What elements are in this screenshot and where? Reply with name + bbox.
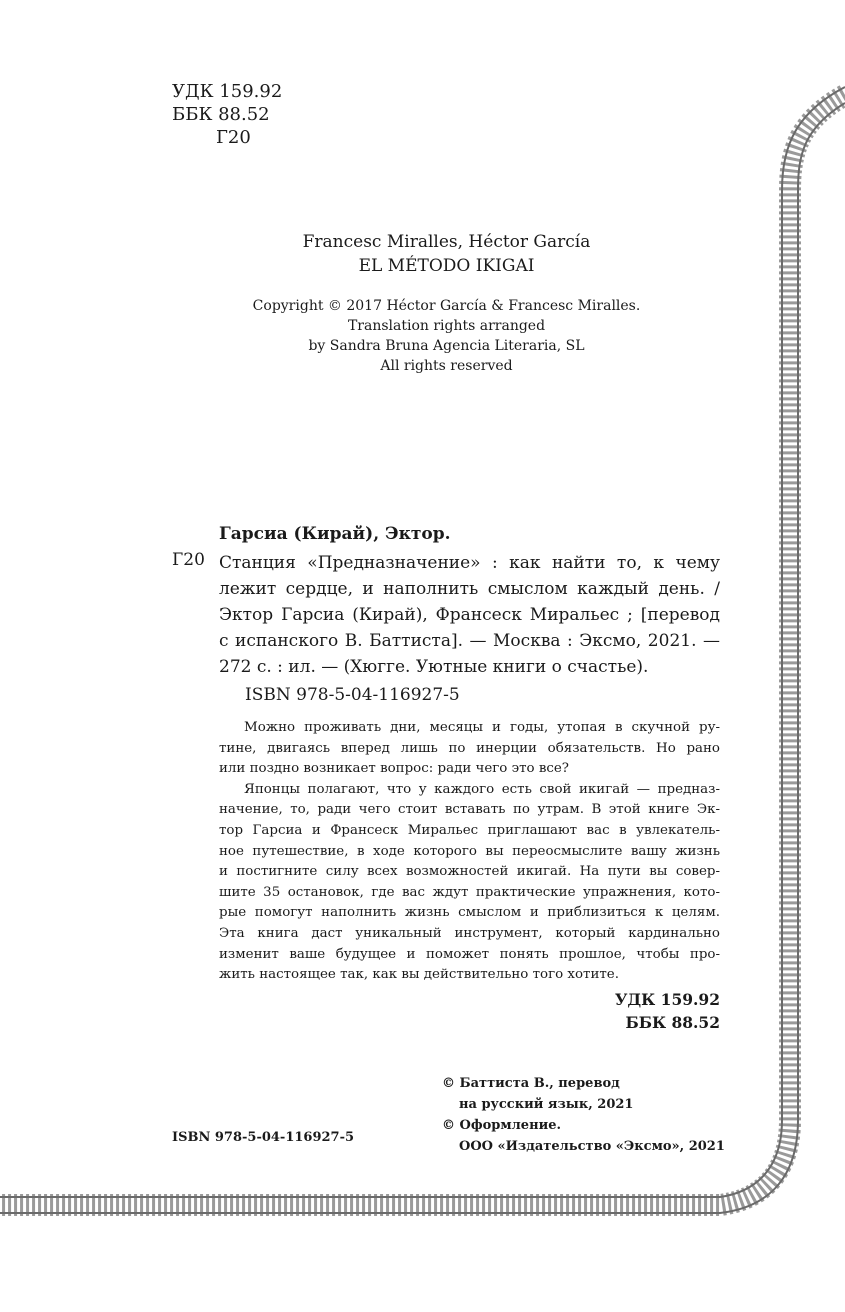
copyright-block [0,296,845,376]
annotation-line: и постигните силу всех возможностей икигай. На пути вы совер- [219,864,720,880]
annotation-line: ное путешествие, в ходе которого вы переосмыслите вашу жизнь [219,843,720,859]
catalog-line: Станция «Предназначение» : как найти то, к чему [219,553,720,573]
annotation-line: или поздно возникает вопрос: ради чего это все? [219,761,569,777]
author-code: Г20 [216,127,251,148]
bottom-classification [520,988,720,1034]
copyright-line: All rights reserved [380,358,513,374]
bottom-udk: УДК 159.92 [614,990,720,1009]
catalog-line: лежит сердце, и наполнить смыслом каждый день. / [219,579,720,599]
bottom-isbn: ISBN 978-5-04-116927-5 [172,1130,355,1145]
original-title: EL MÉTODO IKIGAI [358,256,535,276]
catalog-isbn: ISBN 978-5-04-116927-5 [245,685,460,705]
annotation-line: тор Гарсиа и Франсеск Миральес приглашают вас в увлекатель- [219,822,720,838]
copyright-line: by Sandra Bruna Agencia Literaria, SL [308,338,585,354]
copyright-line: Translation rights arranged [347,318,546,334]
annotation-line: шите 35 остановок, где вас ждут практические упражнения, кото- [219,884,720,900]
rights-block [442,1073,725,1157]
original-authors: Francesc Miralles, Héctor García [302,232,591,252]
rights-line: на русский язык, 2021 [459,1097,634,1112]
annotation-line: Японцы полагают, что у каждого есть свой икигай — предназ- [244,781,720,797]
annotation-line: жить настоящее так, как вы действительно того хотите. [219,967,619,983]
catalog-description [219,550,720,680]
annotation-line: изменит ваше будущее и поможет понять прошлое, чтобы про- [219,946,720,962]
rights-line: © Баттиста В., перевод [442,1076,620,1091]
catalog-line: с испанского В. Баттиста]. — Москва : Эксмо, 2021. — [219,631,720,651]
bbk-code: ББК 88.52 [172,104,270,125]
rights-line: ООО «Издательство «Эксмо», 2021 [459,1139,725,1154]
catalog-code: Г20 [172,550,205,570]
annotation-line: Можно проживать дни, месяцы и годы, утопая в скучной ру- [244,720,720,735]
bottom-bbk: ББК 88.52 [625,1013,720,1032]
copyright-line: Copyright © 2017 Héctor García & Francesc Miralles. [252,298,641,314]
catalog-line: Эктор Гарсиа (Кирай), Франсеск Миральес ; [перевод [219,605,720,625]
catalog-line: 272 с. : ил. — (Хюгге. Уютные книги о счастье). [219,657,649,677]
annotation-line: Эта книга даст уникальный инструмент, который кардинально [219,925,720,941]
rights-line: © Оформление. [442,1118,562,1133]
catalog-author-heading: Гарсиа (Кирай), Эктор. [219,524,451,544]
original-edition [0,230,845,278]
annotation-line: тине, двигаясь вперед лишь по инерции обязательств. Но рано [219,740,720,756]
annotation-line: начение, то, ради чего стоит вставать по утрам. В этой книге Эк- [219,802,720,818]
annotation [219,718,720,986]
annotation-line: рые помогут наполнить жизнь смыслом и приблизиться к целям. [219,905,720,921]
udk-code: УДК 159.92 [172,81,283,102]
classification-block [172,80,282,149]
